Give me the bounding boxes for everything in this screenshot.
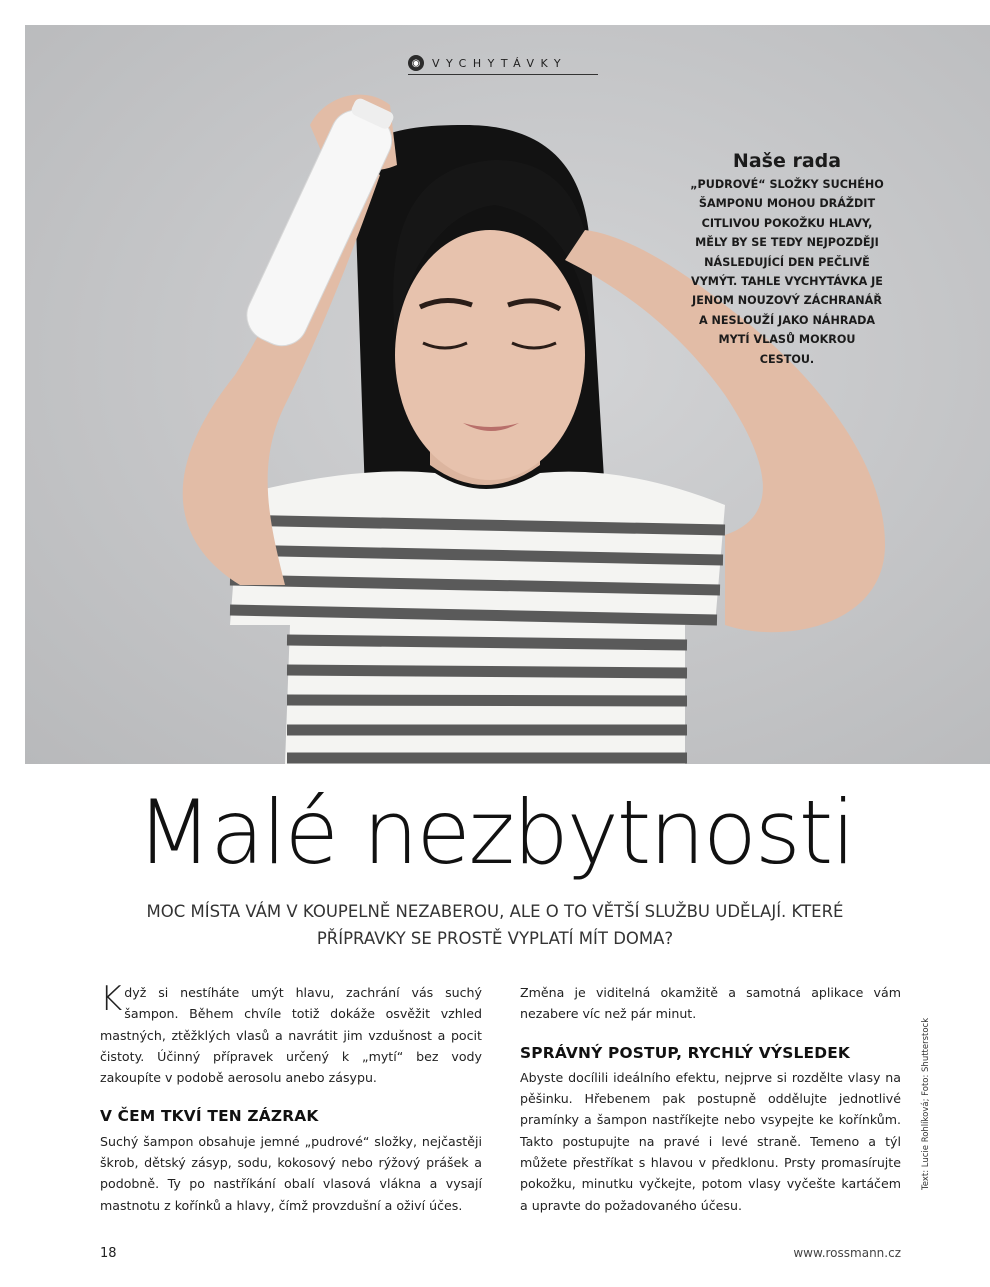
intro-text: dyž si nestíháte umýt hlavu, zachrání vás suchý šampon. Během chvíle totiž dokáže osvěžit vzhled mastných, ztěžklých vlasů a navrátit jim vzdušnost a pocit čistoty. Účinný přípravek určený k „mytí“ bez vody zakoupíte v podobě aerosolu anebo zásypu. (100, 985, 482, 1086)
tip-body: „PUDROVÉ“ SLOŽKY SUCHÉHO ŠAMPONU MOHOU DRÁŽDIT CITLIVOU POKOŽKU HLAVY, MĚLY BY SE TEDY NEJPOZDĚJI NÁSLEDUJÍCÍ DEN PEČLIVĚ VYMÝT. TAHLE VYCHYTÁVKA JE JENOM NOUZOVÝ ZÁCHRANÁŘ A NESLOUŽÍ JAKO NÁHRADA MYTÍ VLASŮ MOKROU CESTOU. (690, 178, 884, 366)
paragraph-3: Abyste docílili ideálního efektu, nejprve si rozdělte vlasy na pěšinku. Hřebenem pak postupně oddělujte jednotlivé pramínky a šampon nastříkejte nebo vsypejte ke kořínkům. Takto postupujte na pravé i levé straně. Temeno a týl můžete přestříkat s hlavou v předklonu. Prsty promasírujte pokožku, minutku vyčkejte, potom vlasy vyčešte kartáčem a upravte do požadovaného účesu. (520, 1069, 901, 1213)
section-heading-2: SPRÁVNÝ POSTUP, RYCHLÝ VÝSLEDEK (520, 1043, 851, 1062)
article-headline: Malé nezbytnosti (136, 781, 854, 884)
photo-credit: Text: Lucie Rohlíková; Foto: Shutterstock (921, 1017, 931, 1190)
rossmann-logo-icon: ◉ (408, 55, 424, 71)
tip-title: Naše rada (732, 150, 842, 172)
drop-cap: K (100, 979, 123, 1019)
tip-box (676, 150, 898, 369)
woman-spraying-dry-shampoo-illustration (25, 25, 990, 764)
intro-paragraph (100, 979, 482, 1088)
section-tag (408, 52, 598, 75)
website-link[interactable]: www.rossmann.cz (793, 1246, 901, 1260)
page-number: 18 (100, 1246, 117, 1261)
paragraph-2: Změna je viditelná okamžitě a samotná aplikace vám nezabere víc než pár minut. (520, 985, 901, 1022)
hero-photo (25, 25, 990, 764)
article-column-right (520, 982, 901, 1216)
article-subheading: MOC MÍSTA VÁM V KOUPELNĚ NEZABEROU, ALE O TO VĚTŠÍ SLUŽBU UDĚLAJÍ. KTERÉ PŘÍPRAVKY SE PROSTĚ VYPLATÍ MÍT DOMA? (146, 902, 844, 948)
section-heading-1: V ČEM TKVÍ TEN ZÁZRAK (100, 1107, 319, 1126)
section-tag-label: VYCHYTÁVKY (432, 56, 568, 70)
paragraph-1: Suchý šampon obsahuje jemné „pudrové“ složky, nejčastěji škrob, dětský zásyp, sodu, kokosový nebo rýžový prášek a podobně. Ty po nastříkání obalí vlasová vlákna a vysají mastnotu z kořínků a hlavy, čímž provzdušní a oživí účes. (100, 1133, 482, 1213)
article-column-left (100, 979, 482, 1216)
